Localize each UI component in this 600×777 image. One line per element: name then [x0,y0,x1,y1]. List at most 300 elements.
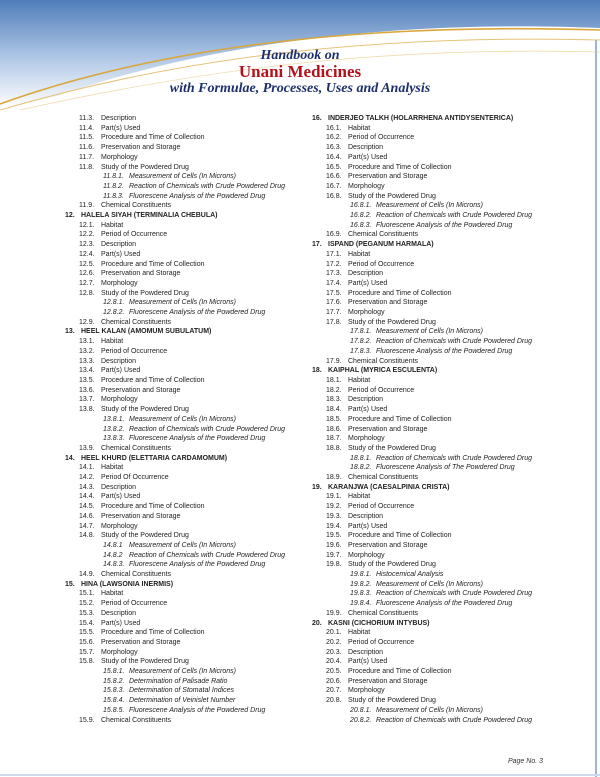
toc-title: Morphology [348,687,385,695]
toc-section [312,657,542,667]
toc-title: Measurement of Cells (In Microns) [376,202,483,210]
toc-title: Chemical Constituents [101,202,172,210]
toc-title: Fluorescene Analysis of the Powdered Drug [129,435,266,443]
toc-chapter [312,114,542,124]
toc-number: 18.3. [326,396,342,404]
toc-title: HINA (LAWSONIA INERMIS) [81,580,174,588]
toc-number: 16.8. [326,192,342,200]
toc-title: Study of the Powdered Drug [101,406,189,414]
toc-section [65,570,305,580]
toc-number: 19.3. [326,512,342,520]
toc-section [312,609,542,619]
toc-number: 18. [312,367,322,375]
toc-title: Reaction of Chemicals with Crude Powdered Drug [129,425,286,433]
toc-section [312,667,542,677]
toc-title: Part(s) Used [348,406,388,414]
toc-number: 19.8.4. [350,600,372,608]
page-number: Page No. 3 [507,758,543,765]
toc-title: Part(s) Used [101,367,141,375]
toc-subsection [312,337,542,347]
toc-title: Preservation and Storage [348,425,428,433]
toc-subsection [312,211,542,221]
toc-section [312,133,542,143]
toc-section [65,347,305,357]
toc-title: Study of the Powdered Drug [348,561,436,569]
toc-number: 19.8.1. [350,571,372,579]
toc-number: 18.5. [326,415,342,423]
toc-number: 16.1. [326,124,342,132]
toc-section [312,492,542,502]
toc-title: Chemical Constituents [101,716,172,724]
toc-section [312,260,542,270]
toc-title: Description [348,270,384,278]
toc-right-column [312,114,542,725]
toc-section [65,648,305,658]
toc-title: Description [348,144,384,152]
toc-section [312,444,542,454]
toc-number: 15.8.2. [103,677,125,685]
toc-title: Procedure and Time of Collection [348,668,452,676]
toc-title: HALELA SIYAH (TERMINALIA CHEBULA) [81,212,218,220]
toc-section [65,163,305,173]
toc-section [65,609,305,619]
toc-subsection [312,589,542,599]
toc-title: Preservation and Storage [348,173,428,181]
toc-title: Morphology [348,309,385,317]
toc-number: 17.8.3. [350,347,372,355]
toc-section [65,143,305,153]
toc-number: 15.7. [79,648,95,656]
toc-chapter [65,211,305,221]
toc-number: 19.4. [326,522,342,530]
toc-number: 13.4. [79,367,95,375]
toc-title: Fluorescene Analysis of the Powdered Drug [376,600,513,608]
toc-section [312,405,542,415]
toc-title: KAIPHAL (MYRICA ESCULENTA) [328,367,438,375]
toc-subsection [312,599,542,609]
toc-title: KASNI (CICHORIUM INTYBUS) [328,619,430,627]
toc-number: 18.8.2. [350,464,372,472]
toc-number: 13. [65,328,75,336]
toc-section [65,473,305,483]
toc-section [312,318,542,328]
toc-section [65,376,305,386]
toc-number: 14.8.3. [103,561,125,569]
toc-subsection [65,415,305,425]
toc-title: Reaction of Chemicals with Crude Powdered Drug [129,182,286,190]
toc-number: 13.3. [79,357,95,365]
toc-title: Habitat [101,590,124,598]
toc-number: 19.8.2. [350,580,372,588]
toc-title: Description [101,115,137,122]
toc-title: Procedure and Time of Collection [101,134,205,142]
toc-title: Period Of Occurrence [101,474,169,482]
toc-subsection [65,551,305,561]
toc-number: 13.8.3. [103,435,125,443]
toc-number: 17.9. [326,357,342,365]
toc-number: 11.9. [79,202,95,210]
toc-number: 15.8.1. [103,668,125,676]
toc-number: 20.2. [326,638,342,646]
toc-title: Measurement of Cells (In Microns) [129,173,236,181]
toc-title: Determination of Veinislet Number [129,697,236,705]
toc-section [312,473,542,483]
toc-title: Measurement of Cells (In Microns) [129,299,236,307]
toc-number: 13.8.2. [103,425,125,433]
toc-subsection [65,541,305,551]
toc-number: 14. [65,454,75,462]
toc-title: Study of the Powdered Drug [101,532,189,540]
toc-subsection [65,706,305,716]
toc-title: Determination of Stomatal Indices [129,687,235,695]
toc-title: Study of the Powdered Drug [101,658,189,666]
toc-title: Morphology [101,648,138,656]
toc-section [312,163,542,173]
toc-section [312,677,542,687]
toc-subsection [312,716,542,726]
toc-number: 12.6. [79,270,95,278]
toc-number: 18.8. [326,444,342,452]
toc-section [65,318,305,328]
toc-title: Procedure and Time of Collection [348,163,452,171]
toc-section [312,230,542,240]
toc-section [312,415,542,425]
toc-title: Histocemical Analysis [376,571,444,579]
toc-title: Procedure and Time of Collection [101,629,205,637]
toc-section [65,492,305,502]
toc-title: Description [101,483,137,491]
toc-subsection [65,308,305,318]
toc-number: 15.8.4. [103,697,125,705]
toc-section [312,686,542,696]
toc-title: Description [348,512,384,520]
toc-section [65,133,305,143]
toc-number: 11.8.2. [103,182,124,190]
toc-section [65,619,305,629]
toc-number: 18.8.1. [350,454,372,462]
toc-number: 19.5. [326,532,342,540]
toc-title: Habitat [348,376,371,384]
toc-title: Procedure and Time of Collection [101,260,205,268]
toc-title: Fluorescene Analysis of the Powdered Drug [129,309,266,317]
toc-section [312,289,542,299]
toc-section [65,240,305,250]
toc-title: HEEL KALAN (AMOMUM SUBULATUM) [81,328,212,336]
toc-number: 12.8.2. [103,309,125,317]
toc-number: 11.8.3. [103,192,124,200]
toc-section [312,143,542,153]
toc-number: 19.7. [326,551,342,559]
toc-section [312,308,542,318]
toc-title: Part(s) Used [101,250,141,258]
toc-title: Measurement of Cells (In Microns) [376,706,483,714]
toc-title: INDERJEO TALKH (HOLARRHENA ANTIDYSENTERICA) [328,115,514,122]
toc-subsection [65,677,305,687]
toc-title: Part(s) Used [348,658,388,666]
toc-section [65,638,305,648]
toc-title: Fluorescene Analysis of the Powdered Drug [129,706,266,714]
toc-number: 15. [65,580,75,588]
toc-title: Part(s) Used [101,619,141,627]
toc-title: Morphology [101,153,138,161]
toc-number: 11.8.1. [103,173,124,181]
toc-title: Procedure and Time of Collection [348,415,452,423]
toc-title: Habitat [348,629,371,637]
toc-title: Chemical Constituents [101,318,172,326]
toc-title: Study of the Powdered Drug [348,192,436,200]
toc-subsection [312,347,542,357]
toc-number: 20.8.1. [350,706,372,714]
toc-number: 14.8.2 [103,551,123,559]
toc-title: Period of Occurrence [101,347,168,355]
toc-section [312,192,542,202]
toc-number: 16.8.1. [350,202,372,210]
toc-subsection [312,580,542,590]
toc-number: 17.2. [326,260,342,268]
toc-number: 12.2. [79,231,95,239]
toc-number: 17.8.2. [350,338,372,346]
toc-number: 14.1. [79,464,95,472]
toc-title: Description [101,357,137,365]
toc-number: 14.3. [79,483,95,491]
toc-title: Habitat [348,250,371,258]
toc-number: 12.9. [79,318,95,326]
toc-title: Fluorescene Analysis of the Powdered Drug [376,221,513,229]
toc-number: 15.8.3. [103,687,125,695]
toc-title: Part(s) Used [101,493,141,501]
toc-number: 17. [312,241,322,249]
toc-title: Study of the Powdered Drug [348,444,436,452]
toc-title: Fluorescene Analysis of the Powdered Drug [376,347,513,355]
toc-number: 19.2. [326,503,342,511]
toc-subsection [65,182,305,192]
toc-title: HEEL KHURD (ELETTARIA CARDAMOMUM) [81,454,228,462]
toc-section [312,502,542,512]
toc-title: Reaction of Chemicals with Crude Powdered Drug [376,454,533,462]
toc-title: Fluorescene Analysis of the Powdered Drug [129,192,266,200]
toc-title: Habitat [101,338,124,346]
toc-number: 15.9. [79,716,95,724]
toc-title: Procedure and Time of Collection [101,376,205,384]
toc-section [312,376,542,386]
toc-title: Preservation and Storage [101,638,181,646]
toc-title: Morphology [348,551,385,559]
toc-section [65,124,305,134]
toc-chapter [312,619,542,629]
toc-number: 15.4. [79,619,95,627]
toc-section [312,386,542,396]
toc-title: Reaction of Chemicals with Crude Powdered Drug [376,590,533,598]
toc-section [65,512,305,522]
toc-title: Chemical Constituents [101,444,172,452]
toc-title: Chemical Constituents [348,609,419,617]
toc-number: 14.4. [79,493,95,501]
toc-number: 14.9. [79,571,95,579]
toc-chapter [312,240,542,250]
toc-subsection [65,686,305,696]
toc-number: 20. [312,619,322,627]
toc-title: Fluorescene Analysis of the Powdered Drug [129,561,266,569]
toc-title: Habitat [348,493,371,501]
toc-number: 19.8. [326,561,342,569]
header-title: Unani Medicines [238,62,362,81]
toc-section [65,463,305,473]
toc-title: Morphology [348,435,385,443]
toc-number: 16.6. [326,173,342,181]
toc-section [312,279,542,289]
toc-title: Preservation and Storage [348,541,428,549]
toc-section [65,250,305,260]
toc-number: 16.4. [326,153,342,161]
toc-number: 11.3. [79,115,95,122]
toc-title: Preservation and Storage [348,677,428,685]
toc-left-column [65,114,305,725]
toc-number: 11.4. [79,124,95,132]
toc-number: 12.3. [79,241,95,249]
toc-title: Preservation and Storage [348,299,428,307]
toc-section [65,395,305,405]
toc-subsection [312,570,542,580]
toc-number: 16.2. [326,134,342,142]
toc-number: 15.8. [79,658,95,666]
toc-section [312,531,542,541]
toc-title: Reaction of Chemicals with Crude Powdered Drug [376,212,533,220]
toc-chapter [65,454,305,464]
toc-number: 17.3. [326,270,342,278]
toc-title: Period of Occurrence [348,260,415,268]
toc-number: 15.5. [79,629,95,637]
toc-title: Measurement of Cells (In Microns) [129,415,236,423]
toc-number: 11.6. [79,144,95,152]
toc-number: 17.7. [326,309,342,317]
toc-section [312,425,542,435]
toc-title: Procedure and Time of Collection [348,289,452,297]
toc-number: 12.1. [79,221,95,229]
toc-number: 14.8.1 [103,541,123,549]
toc-title: Period of Occurrence [348,638,415,646]
toc-number: 18.6. [326,425,342,433]
toc-title: Part(s) Used [348,522,388,530]
toc-number: 13.2. [79,347,95,355]
toc-subsection [65,667,305,677]
toc-number: 16.9. [326,231,342,239]
toc-title: Measurement of Cells (In Microns) [376,328,483,336]
toc-subsection [65,434,305,444]
toc-number: 14.2. [79,474,95,482]
toc-title: Period of Occurrence [101,231,168,239]
toc-subsection [65,696,305,706]
toc-number: 16.8.2. [350,212,372,220]
toc-section [65,589,305,599]
toc-title: Part(s) Used [101,124,141,132]
toc-section [65,657,305,667]
toc-number: 15.6. [79,638,95,646]
toc-number: 20.6. [326,677,342,685]
toc-subsection [65,425,305,435]
toc-chapter [65,327,305,337]
toc-number: 16.3. [326,144,342,152]
toc-section [65,230,305,240]
toc-number: 17.4. [326,279,342,287]
toc-title: Determination of Palisade Ratio [129,677,228,685]
toc-number: 18.2. [326,386,342,394]
toc-section [312,560,542,570]
toc-number: 11.8. [79,163,95,171]
toc-number: 20.3. [326,648,342,656]
toc-number: 14.6. [79,512,95,520]
toc-title: Habitat [348,124,371,132]
toc-title: Chemical Constituents [101,571,172,579]
toc-number: 13.9. [79,444,95,452]
toc-section [65,337,305,347]
toc-title: Fluorescene Analysis of The Powdered Drug [376,464,515,472]
toc-title: Chemical Constituents [348,357,419,365]
toc-section [312,696,542,706]
toc-number: 19.8.3. [350,590,372,598]
toc-section [65,357,305,367]
toc-title: Procedure and Time of Collection [348,532,452,540]
header-subtitle: with Formulae, Processes, Uses and Analysis [169,81,431,96]
toc-number: 16.8.3. [350,221,372,229]
toc-number: 20.8. [326,697,342,705]
toc-title: Preservation and Storage [101,144,181,152]
toc-subsection [312,327,542,337]
toc-subsection [65,192,305,202]
toc-section [65,269,305,279]
toc-number: 18.4. [326,406,342,414]
toc-section [65,531,305,541]
toc-title: Chemical Constituents [348,474,419,482]
toc-number: 15.8.5. [103,706,125,714]
toc-number: 12.4. [79,250,95,258]
toc-title: Reaction of Chemicals with Crude Powdered Drug [129,551,286,559]
header-line-1: Handbook on [260,48,340,63]
toc-number: 16. [312,115,322,122]
toc-title: Morphology [348,182,385,190]
toc-number: 13.8.1. [103,415,125,423]
toc-number: 14.7. [79,522,95,530]
toc-subsection [312,463,542,473]
toc-subsection [312,706,542,716]
toc-title: Habitat [101,221,124,229]
toc-section [65,444,305,454]
toc-number: 19.9. [326,609,342,617]
toc-section [312,628,542,638]
toc-title: Reaction of Chemicals with Crude Powdered Drug [376,716,533,724]
toc-title: Morphology [101,522,138,530]
toc-section [65,221,305,231]
toc-number: 20.4. [326,658,342,666]
toc-section [65,279,305,289]
toc-title: Part(s) Used [348,153,388,161]
toc-section [65,483,305,493]
toc-number: 19.1. [326,493,342,501]
toc-title: Description [101,241,137,249]
toc-title: Measurement of Cells (In Microns) [129,668,236,676]
toc-title: Reaction of Chemicals with Crude Powdered Drug [376,338,533,346]
toc-title: Study of the Powdered Drug [348,697,436,705]
toc-section [312,541,542,551]
toc-number: 13.1. [79,338,95,346]
toc-subsection [65,560,305,570]
toc-number: 18.9. [326,474,342,482]
toc-subsection [312,201,542,211]
toc-section [312,648,542,658]
toc-title: Period of Occurrence [101,600,168,608]
toc-title: Description [348,396,384,404]
toc-number: 12.8. [79,289,95,297]
toc-subsection [312,454,542,464]
